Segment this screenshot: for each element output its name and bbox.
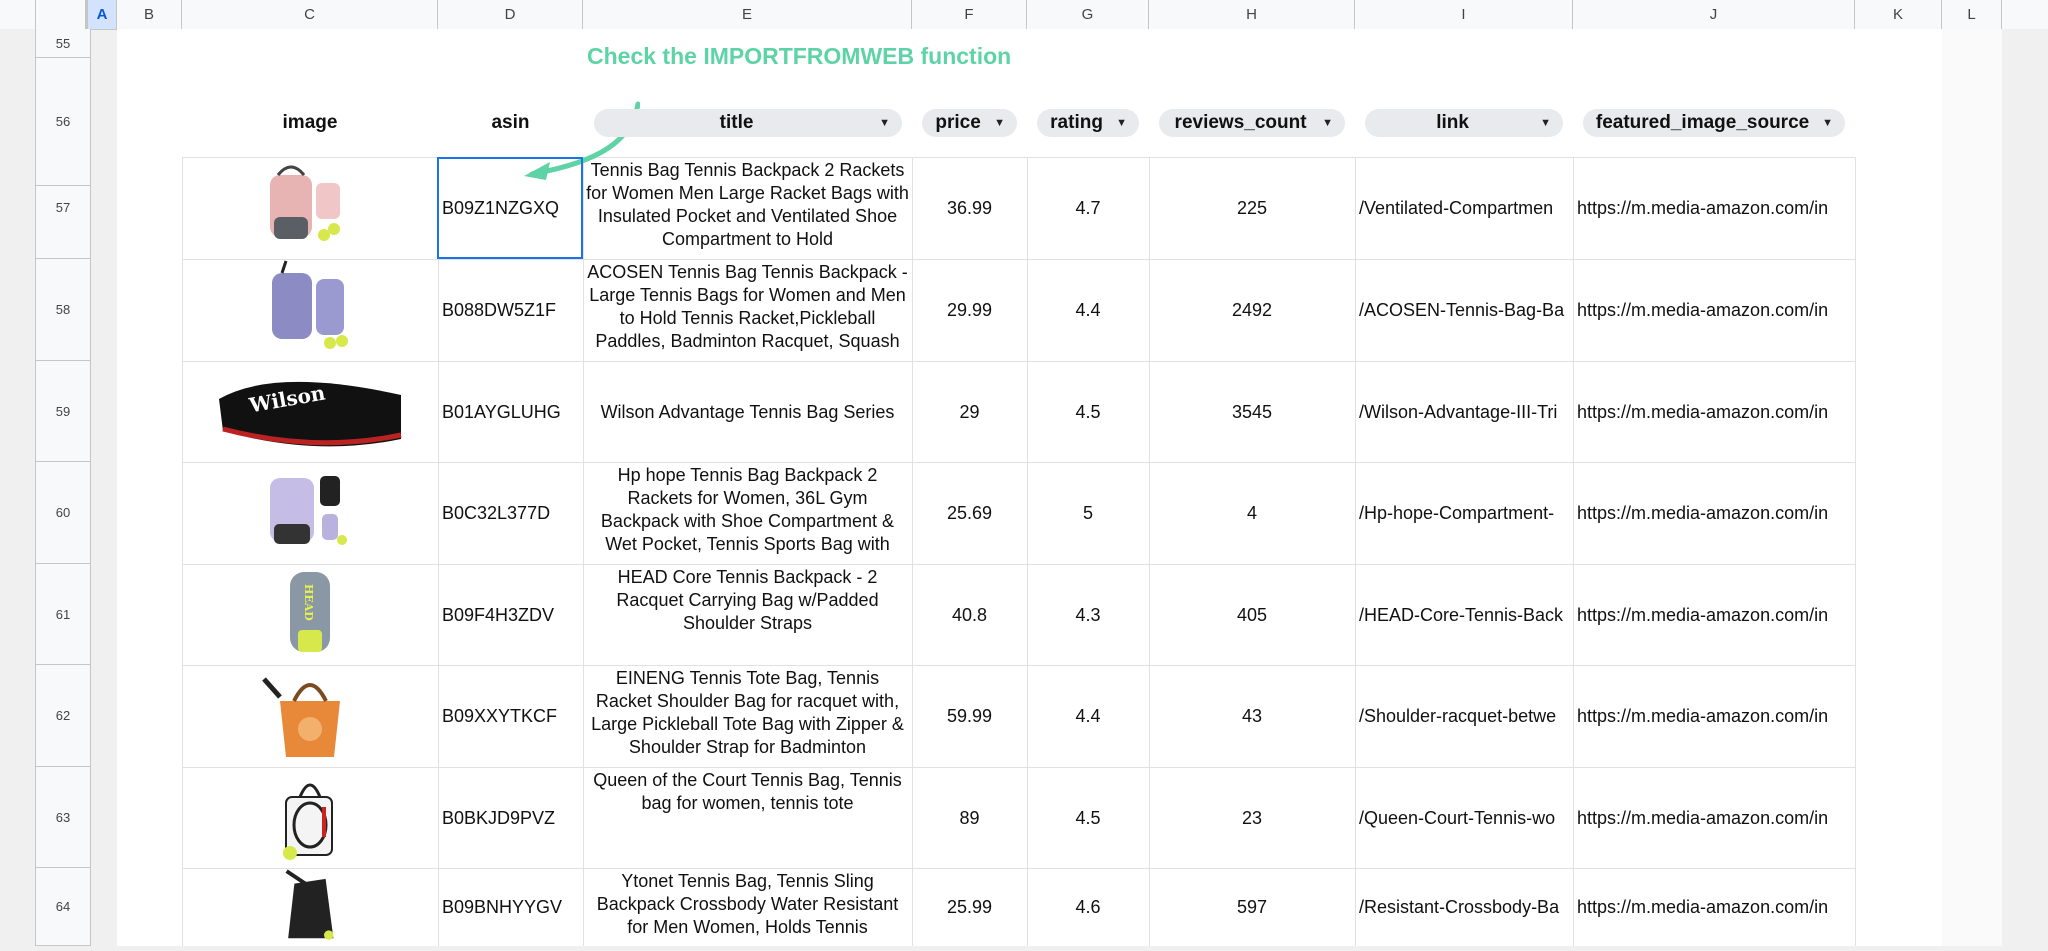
chevron-down-icon[interactable]: ▼ [1822,117,1833,129]
link-cell[interactable]: /Resistant-Crossbody-Ba [1359,896,1560,917]
header-title-filter[interactable] [594,109,902,137]
chevron-down-icon[interactable]: ▼ [1322,117,1333,129]
header-rating-filter[interactable] [1037,109,1139,137]
white-tote-image[interactable] [260,767,360,869]
header-price-filter[interactable] [922,109,1017,137]
row-header-59[interactable]: 59 [36,361,90,462]
price-cell[interactable]: 59.99 [946,705,993,726]
rating-cell[interactable]: 4.5 [1075,807,1101,828]
reviews-count-cell[interactable]: 4 [1246,502,1257,523]
title-cell[interactable]: EINENG Tennis Tote Bag, Tennis Racket Shoulder Bag for racquet with, Large Pickleball Tote Bag with Zipper & Shoulder Strap for Badminton [591,668,904,757]
column-header-bar [0,0,2048,30]
right-gutter [2002,29,2048,946]
reviews-count-cell[interactable]: 405 [1236,604,1268,625]
column-header-g[interactable]: G [1027,0,1149,29]
title-cell[interactable]: Hp hope Tennis Bag Backpack 2 Rackets for Women, 36L Gym Backpack with Shoe Compartment & Wet Pocket, Tennis Sports Bag with [600,465,895,554]
asin-cell[interactable]: B09Z1NZGXQ [442,197,560,218]
price-cell[interactable]: 89 [959,807,980,828]
header-link-filter[interactable] [1365,109,1563,137]
featured-image-source-cell[interactable]: https://m.media-amazon.com/in [1577,807,1829,828]
rating-cell[interactable]: 4.7 [1075,197,1101,218]
link-cell[interactable]: /Queen-Court-Tennis-wo [1359,807,1556,828]
product-logo-text: HEAD [302,584,315,621]
title-cell[interactable]: Ytonet Tennis Bag, Tennis Sling Backpack Crossbody Water Resistant for Men Women, Holds Tennis [596,871,899,937]
featured-image-source-cell[interactable]: https://m.media-amazon.com/in [1577,197,1829,218]
featured-image-source-cell[interactable]: https://m.media-amazon.com/in [1577,401,1829,422]
row-header-63[interactable]: 63 [36,767,90,868]
chevron-down-icon[interactable]: ▼ [1116,117,1127,129]
row-header-gutter [0,29,35,946]
header-rating-label: rating [1050,112,1103,133]
row-header-61[interactable]: 61 [36,564,90,665]
column-header-c[interactable]: C [182,0,438,29]
header-featured-image-filter[interactable] [1583,109,1845,137]
rating-cell[interactable]: 4.6 [1075,896,1101,917]
pink-backpack-image[interactable] [260,157,360,259]
featured-image-source-cell[interactable]: https://m.media-amazon.com/in [1577,299,1829,320]
column-header-f[interactable]: F [912,0,1027,29]
lavender-backpack-image[interactable] [260,462,360,564]
row-header-57[interactable]: 57 [36,157,90,259]
row-header-58[interactable]: 58 [36,259,90,361]
title-cell[interactable]: Wilson Advantage Tennis Bag Series [600,401,895,422]
title-cell[interactable]: Tennis Bag Tennis Backpack 2 Rackets for Women Men Large Racket Bags with Insulated Pocket and Ventilated Shoe Compartment to Hold [586,160,909,249]
title-cell[interactable]: ACOSEN Tennis Bag Tennis Backpack - Large Tennis Bags for Women and Men to Hold Tennis Racket,Pickleball Paddles, Badminton Racquet, Squash [587,262,908,351]
header-link-label: link [1436,112,1469,133]
price-cell[interactable]: 40.8 [951,604,988,625]
link-cell[interactable]: /Shoulder-racquet-betwe [1359,705,1557,726]
link-cell[interactable]: /Ventilated-Compartmen [1359,197,1554,218]
head-backpack-image[interactable] [260,564,360,666]
title-cell[interactable]: HEAD Core Tennis Backpack - 2 Racquet Carrying Bag w/Padded Shoulder Straps [616,567,879,633]
reviews-count-cell[interactable]: 225 [1236,197,1268,218]
header-image: image [282,112,338,133]
wilson-bag-image[interactable] [215,361,405,463]
asin-cell[interactable]: B09XXYTKCF [442,705,558,726]
featured-image-source-cell[interactable]: https://m.media-amazon.com/in [1577,604,1829,625]
asin-cell[interactable]: B0BKJD9PVZ [442,807,556,828]
rating-cell[interactable]: 5 [1082,502,1093,523]
asin-cell[interactable]: B01AYGLUHG [442,401,561,422]
rating-cell[interactable]: 4.4 [1075,705,1101,726]
column-header-d[interactable]: D [438,0,583,29]
price-cell[interactable]: 36.99 [946,197,993,218]
purple-backpack-image[interactable] [260,259,360,361]
rating-cell[interactable]: 4.3 [1075,604,1101,625]
column-l-area [1942,29,2002,946]
rating-cell[interactable]: 4.5 [1075,401,1101,422]
reviews-count-cell[interactable]: 2492 [1231,299,1273,320]
asin-cell[interactable]: B088DW5Z1F [442,299,557,320]
rating-cell[interactable]: 4.4 [1075,299,1101,320]
column-header-h[interactable]: H [1149,0,1355,29]
asin-cell[interactable]: B0C32L377D [442,502,551,523]
price-cell[interactable]: 25.69 [946,502,993,523]
title-cell[interactable]: Queen of the Court Tennis Bag, Tennis bag for women, tennis tote [593,770,902,813]
link-cell[interactable]: /Wilson-Advantage-III-Tri [1359,401,1558,422]
reviews-count-cell[interactable]: 597 [1236,896,1268,917]
header-title-label: title [719,112,754,133]
link-cell[interactable]: /HEAD-Core-Tennis-Back [1359,604,1564,625]
asin-cell[interactable]: B09F4H3ZDV [442,604,555,625]
header-reviews-label: reviews_count [1174,112,1307,133]
product-logo-text: Wilson [247,380,327,418]
column-header-k[interactable]: K [1855,0,1942,29]
row-header-60[interactable]: 60 [36,462,90,564]
row-header-56[interactable]: 56 [36,58,90,186]
featured-image-source-cell[interactable]: https://m.media-amazon.com/in [1577,502,1829,523]
black-sling-image[interactable] [260,868,360,946]
header-asin: asin [491,112,530,133]
reviews-count-cell[interactable]: 23 [1241,807,1263,828]
column-header-i[interactable]: I [1355,0,1573,29]
chevron-down-icon[interactable]: ▼ [994,117,1005,129]
row-header-55[interactable]: 55 [36,29,90,58]
link-cell[interactable]: /ACOSEN-Tennis-Bag-Ba [1359,299,1565,320]
annotation-text: Check the IMPORTFROMWEB function [587,43,1012,69]
row-numbers [35,29,91,946]
chevron-down-icon[interactable]: ▼ [879,117,890,129]
header-reviews-filter[interactable] [1159,109,1345,137]
header-featured-image-label: featured_image_source [1595,112,1810,133]
featured-image-source-cell[interactable]: https://m.media-amazon.com/in [1577,705,1829,726]
reviews-count-cell[interactable]: 3545 [1231,401,1273,422]
row-header-62[interactable]: 62 [36,665,90,767]
price-cell[interactable]: 29 [959,401,980,422]
select-all-corner[interactable] [0,0,88,29]
asin-cell[interactable]: B09BNHYYGV [442,896,563,917]
column-header-e[interactable]: E [583,0,912,29]
selected-cell-d57[interactable] [437,157,583,259]
row-header-64[interactable]: 64 [36,868,90,946]
header-price-label: price [935,112,981,133]
reviews-count-cell[interactable]: 43 [1241,705,1263,726]
column-header-l[interactable]: L [1942,0,2002,29]
column-header-a[interactable]: A [88,0,117,29]
orange-tote-image[interactable] [260,665,360,767]
link-cell[interactable]: /Hp-hope-Compartment- [1359,502,1555,523]
featured-image-source-cell[interactable]: https://m.media-amazon.com/in [1577,896,1829,917]
chevron-down-icon[interactable]: ▼ [1540,117,1551,129]
column-header-b[interactable]: B [117,0,182,29]
price-cell[interactable]: 29.99 [946,299,993,320]
column-header-j[interactable]: J [1573,0,1855,29]
price-cell[interactable]: 25.99 [946,896,993,917]
